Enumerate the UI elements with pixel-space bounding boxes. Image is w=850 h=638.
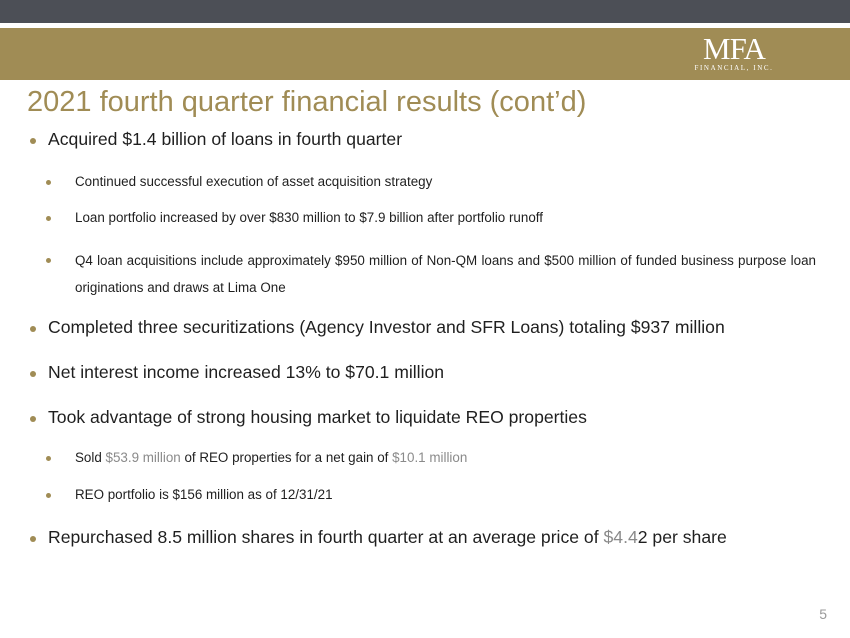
bullet-securitizations <box>48 317 725 338</box>
highlight-sold-amount: $53.9 million <box>105 450 181 465</box>
bullet-text: Completed three securitizations (Agency Investor and SFR Loans) totaling $937 million <box>48 317 725 337</box>
company-logo <box>694 31 774 72</box>
bullet-dot <box>30 416 36 422</box>
bullet-share-repurchase <box>48 527 727 548</box>
bullet-text-prefix: Sold <box>75 450 106 465</box>
bullet-dot <box>30 371 36 377</box>
bullet-text: Net interest income increased 13% to $70.1 million <box>48 362 445 382</box>
bullet-text: REO portfolio is $156 million as of 12/31/21 <box>75 487 333 502</box>
slide-title: 2021 fourth quarter financial results (cont’d) <box>27 86 587 118</box>
bullet-dot <box>46 456 51 461</box>
bullet-net-interest-income <box>48 362 444 383</box>
sub-bullet-loan-portfolio <box>75 210 543 225</box>
logo-mark: MFA <box>703 31 765 66</box>
bullet-text: Acquired $1.4 billion of loans in fourth quarter <box>48 129 403 149</box>
bullet-text: Took advantage of strong housing market to liquidate REO properties <box>48 407 587 427</box>
bullet-dot <box>46 216 51 221</box>
bullet-dot <box>46 258 51 263</box>
top-bar <box>0 0 850 23</box>
bullet-reo-liquidation <box>48 407 587 428</box>
bullet-dot <box>46 493 51 498</box>
bullet-dot <box>30 536 36 542</box>
highlight-net-gain: $10.1 million <box>392 450 468 465</box>
sub-bullet-reo-sold <box>75 450 467 465</box>
bullet-loans-acquired <box>48 129 402 150</box>
sub-bullet-reo-portfolio <box>75 487 333 502</box>
logo-subtitle: FINANCIAL, INC. <box>694 64 774 72</box>
page-number: 5 <box>819 606 827 622</box>
sub-bullet-acquisition-strategy <box>75 174 432 189</box>
bullet-dot <box>46 180 51 185</box>
highlight-average-price: $4.4 <box>603 527 638 547</box>
bullet-text-prefix: Repurchased 8.5 million shares in fourth quarter at an average price of <box>48 527 604 547</box>
bullet-text: Loan portfolio increased by over $830 million to $7.9 billion after portfolio runoff <box>75 210 543 225</box>
bullet-text: Q4 loan acquisitions include approximately $950 million of Non-QM loans and $500 million of funded business purpose loan originations and draws at Lima One <box>75 253 816 295</box>
bullet-text: Continued successful execution of asset acquisition strategy <box>75 174 433 189</box>
sub-bullet-q4-acquisitions <box>75 247 816 301</box>
bullet-text-suffix: 2 per share <box>637 527 727 547</box>
bullet-dot <box>30 138 36 144</box>
bullet-dot <box>30 326 36 332</box>
bullet-text-middle: of REO properties for a net gain of <box>180 450 393 465</box>
